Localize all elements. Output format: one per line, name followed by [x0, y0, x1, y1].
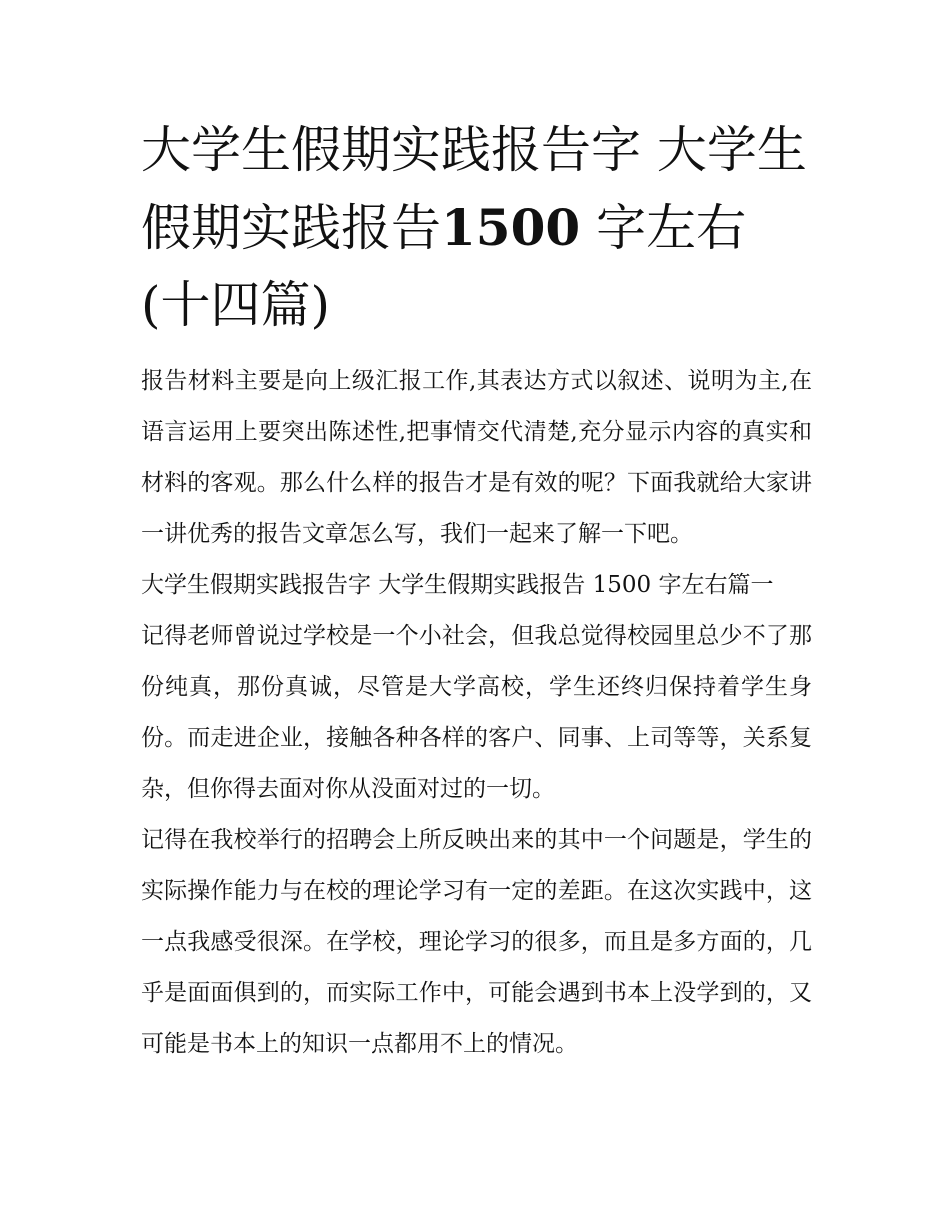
paragraph-job-fair: 记得在我校举行的招聘会上所反映出来的其中一个问题是，学生的实际操作能力与在校的理论学习有一定的差距。在这次实践中，这一点我感受很深。在学校，理论学习的很多，而且是多方面的，几乎是面面俱到的，而实际工作中，可能会遇到书本上没学到的，又可能是书本上的知识一点都用不上的情况。: [141, 827, 812, 1057]
document-title: [141, 112, 812, 344]
paragraph-school-society: 记得老师曾说过学校是一个小社会，但我总觉得校园里总少不了那份纯真，那份真诚，尽管是大学高校，学生还终归保持着学生身份。而走进企业，接触各种各样的客户、同事、上司等等，关系复杂，但你得去面对你从没面对过的一切。: [141, 623, 812, 802]
title-text-part2: 字左右(十四篇): [141, 199, 747, 334]
title-text-part1: 大学生假期实践报告字 大学生假期实践报告: [141, 121, 807, 257]
paragraph-section-heading: 大学生假期实践报告字 大学生假期实践报告 1500 字左右篇一: [141, 572, 774, 598]
document-body: [141, 356, 812, 1070]
paragraph-intro: 报告材料主要是向上级汇报工作,其表达方式以叙述、说明为主,在语言运用上要突出陈述性,把事情交代清楚,充分显示内容的真实和材料的客观。那么什么样的报告才是有效的呢？下面我就给大家讲一讲优秀的报告文章怎么写，我们一起来了解一下吧。: [141, 368, 812, 547]
title-number: 1500: [441, 198, 581, 257]
